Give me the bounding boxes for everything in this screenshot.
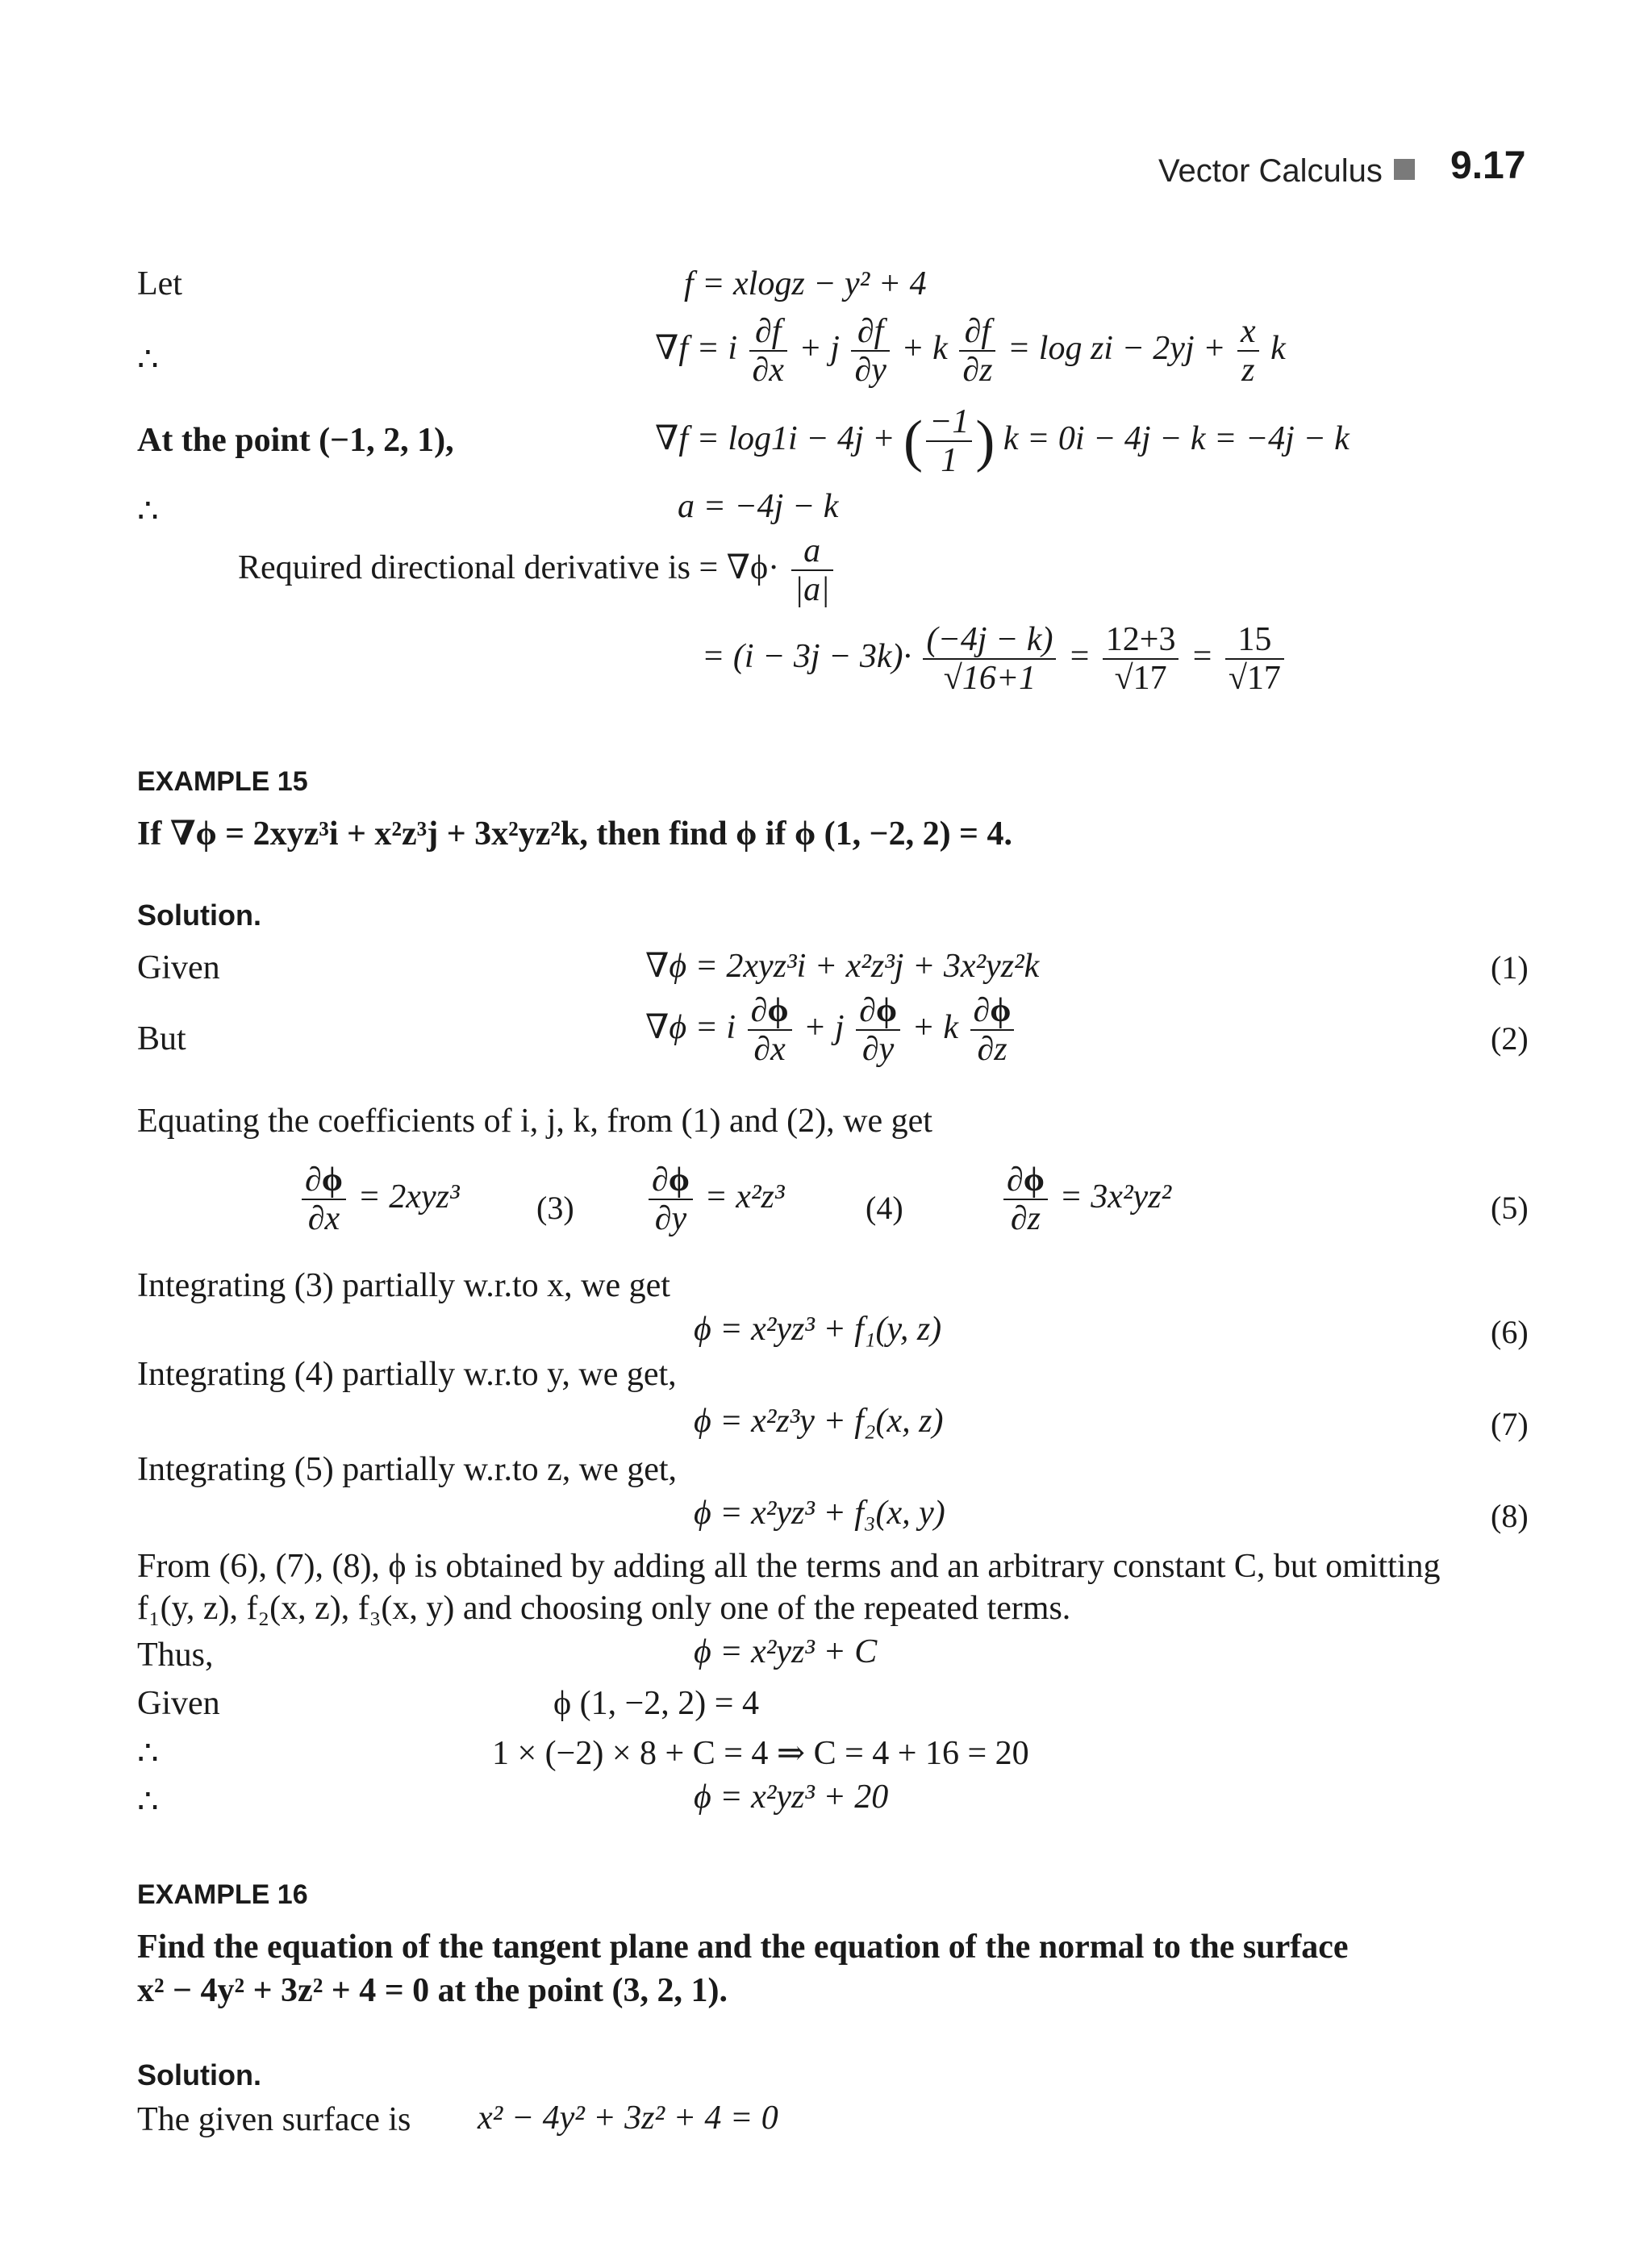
therefore-symbol: ∴ xyxy=(137,1783,159,1820)
equation-number-6: (6) xyxy=(1491,1314,1529,1350)
given-2-equation: ϕ (1, −2, 2) = 4 xyxy=(553,1685,759,1722)
point-label: At the point (−1, 2, 1), xyxy=(137,422,454,459)
partial-5: $\frac{\partial\phi}{\partial z}$ = 3x²yz² xyxy=(1000,1161,1171,1237)
gradient-at-point: ∇f = log1i − 4j + ( $\frac{-1}{1}$ ) k = 0i − 4j − k = −4j − k xyxy=(655,403,1350,480)
equation-7: ϕ = x²z³y + f₂(x, z) xyxy=(694,1403,944,1440)
let-label: Let xyxy=(137,265,182,302)
a-vector: a = −4j − k xyxy=(678,488,839,525)
example-16-problem-line-2: x² − 4y² + 3z² + 4 = 0 at the point (3, 2, 1). xyxy=(137,1972,728,2009)
equation-number-7: (7) xyxy=(1491,1406,1529,1442)
equation-8: ϕ = x²yz³ + f₃(x, y) xyxy=(694,1495,945,1532)
example-16-problem-line-1: Find the equation of the tangent plane and the equation of the normal to the surface xyxy=(137,1929,1349,1966)
but-label: But xyxy=(137,1020,186,1057)
surface-equation: x² − 4y² + 3z² + 4 = 0 xyxy=(478,2100,778,2137)
therefore-symbol: ∴ xyxy=(137,493,159,530)
given-2-label: Given xyxy=(137,1685,220,1722)
directional-derivative-result: = (i − 3j − 3k)· $\frac{(-4j - k)}{√16+1}$ = $\frac{12+3}{√17}$ = $\frac{15}{√17}$ xyxy=(702,621,1287,697)
header-square-icon xyxy=(1394,159,1415,184)
equation-number-1: (1) xyxy=(1491,949,1529,986)
equation-number-3: (3) xyxy=(536,1190,574,1226)
equation-number-2: (2) xyxy=(1491,1020,1529,1057)
constant-equation: 1 × (−2) × 8 + C = 4 ⇒ C = 4 + 16 = 20 xyxy=(492,1735,1029,1772)
partial-4: $\frac{\partial\phi}{\partial y}$ = x²z³ xyxy=(645,1161,784,1237)
example-16-heading: EXAMPLE 16 xyxy=(137,1879,308,1910)
partial-3: $\frac{\partial\phi}{\partial x}$ = 2xyz³ xyxy=(298,1161,460,1237)
equation-number-8: (8) xyxy=(1491,1498,1529,1534)
thus-equation: ϕ = x²yz³ + C xyxy=(694,1633,878,1670)
thus-label: Thus, xyxy=(137,1637,214,1674)
equation-6: ϕ = x²yz³ + f₁(y, z) xyxy=(694,1311,942,1348)
solution-label: Solution. xyxy=(137,2058,261,2091)
integrating-5-text: Integrating (5) partially w.r.to z, we get, xyxy=(137,1451,678,1488)
final-equation: ϕ = x²yz³ + 20 xyxy=(694,1779,889,1816)
equation-number-5: (5) xyxy=(1491,1190,1529,1226)
directional-derivative-text: Required directional derivative is = ∇ϕ· $\frac{a}{|a|}$ xyxy=(238,532,836,608)
running-header-title: Vector Calculus xyxy=(1158,153,1383,189)
therefore-symbol: ∴ xyxy=(137,341,159,378)
equation-number-4: (4) xyxy=(866,1190,903,1226)
example-15-heading: EXAMPLE 15 xyxy=(137,766,308,797)
from-text-line-1: From (6), (7), (8), ϕ is obtained by adding all the terms and an arbitrary constant C, but omitting xyxy=(137,1548,1441,1585)
gradient-f-equation: ∇f = i $\frac{\partial f}{\partial x}$ + j $\frac{\partial f}{\partial y}$ + k $\frac{\partial f}{\partial z}$ = log zi − 2yj + $\frac{x}{z}$ k xyxy=(655,313,1286,390)
integrating-3-text: Integrating (3) partially w.r.to x, we get xyxy=(137,1267,670,1304)
given-label: Given xyxy=(137,949,220,986)
f-definition: f = xlogz − y² + 4 xyxy=(684,265,927,302)
from-text-line-2: f₁(y, z), f₂(x, z), f₃(x, y) and choosing only one of the repeated terms. xyxy=(137,1590,1071,1627)
equation-2: ∇ϕ = i $\frac{\partial\phi}{\partial x}$ + j $\frac{\partial\phi}{\partial y}$ + k $\frac{\partial\phi}{\partial z}$ xyxy=(645,992,1017,1068)
surface-text: The given surface is xyxy=(137,2101,411,2138)
therefore-symbol: ∴ xyxy=(137,1735,159,1772)
integrating-4-text: Integrating (4) partially w.r.to y, we get, xyxy=(137,1356,677,1393)
page-number: 9.17 xyxy=(1450,144,1526,187)
equation-1: ∇ϕ = 2xyz³i + x²z³j + 3x²yz²k xyxy=(645,948,1040,985)
solution-label: Solution. xyxy=(137,899,261,932)
example-15-problem: If ∇ϕ = 2xyz³i + x²z³j + 3x²yz²k, then find ϕ if ϕ (1, −2, 2) = 4. xyxy=(137,815,1012,853)
equating-text: Equating the coefficients of i, j, k, from (1) and (2), we get xyxy=(137,1103,932,1140)
